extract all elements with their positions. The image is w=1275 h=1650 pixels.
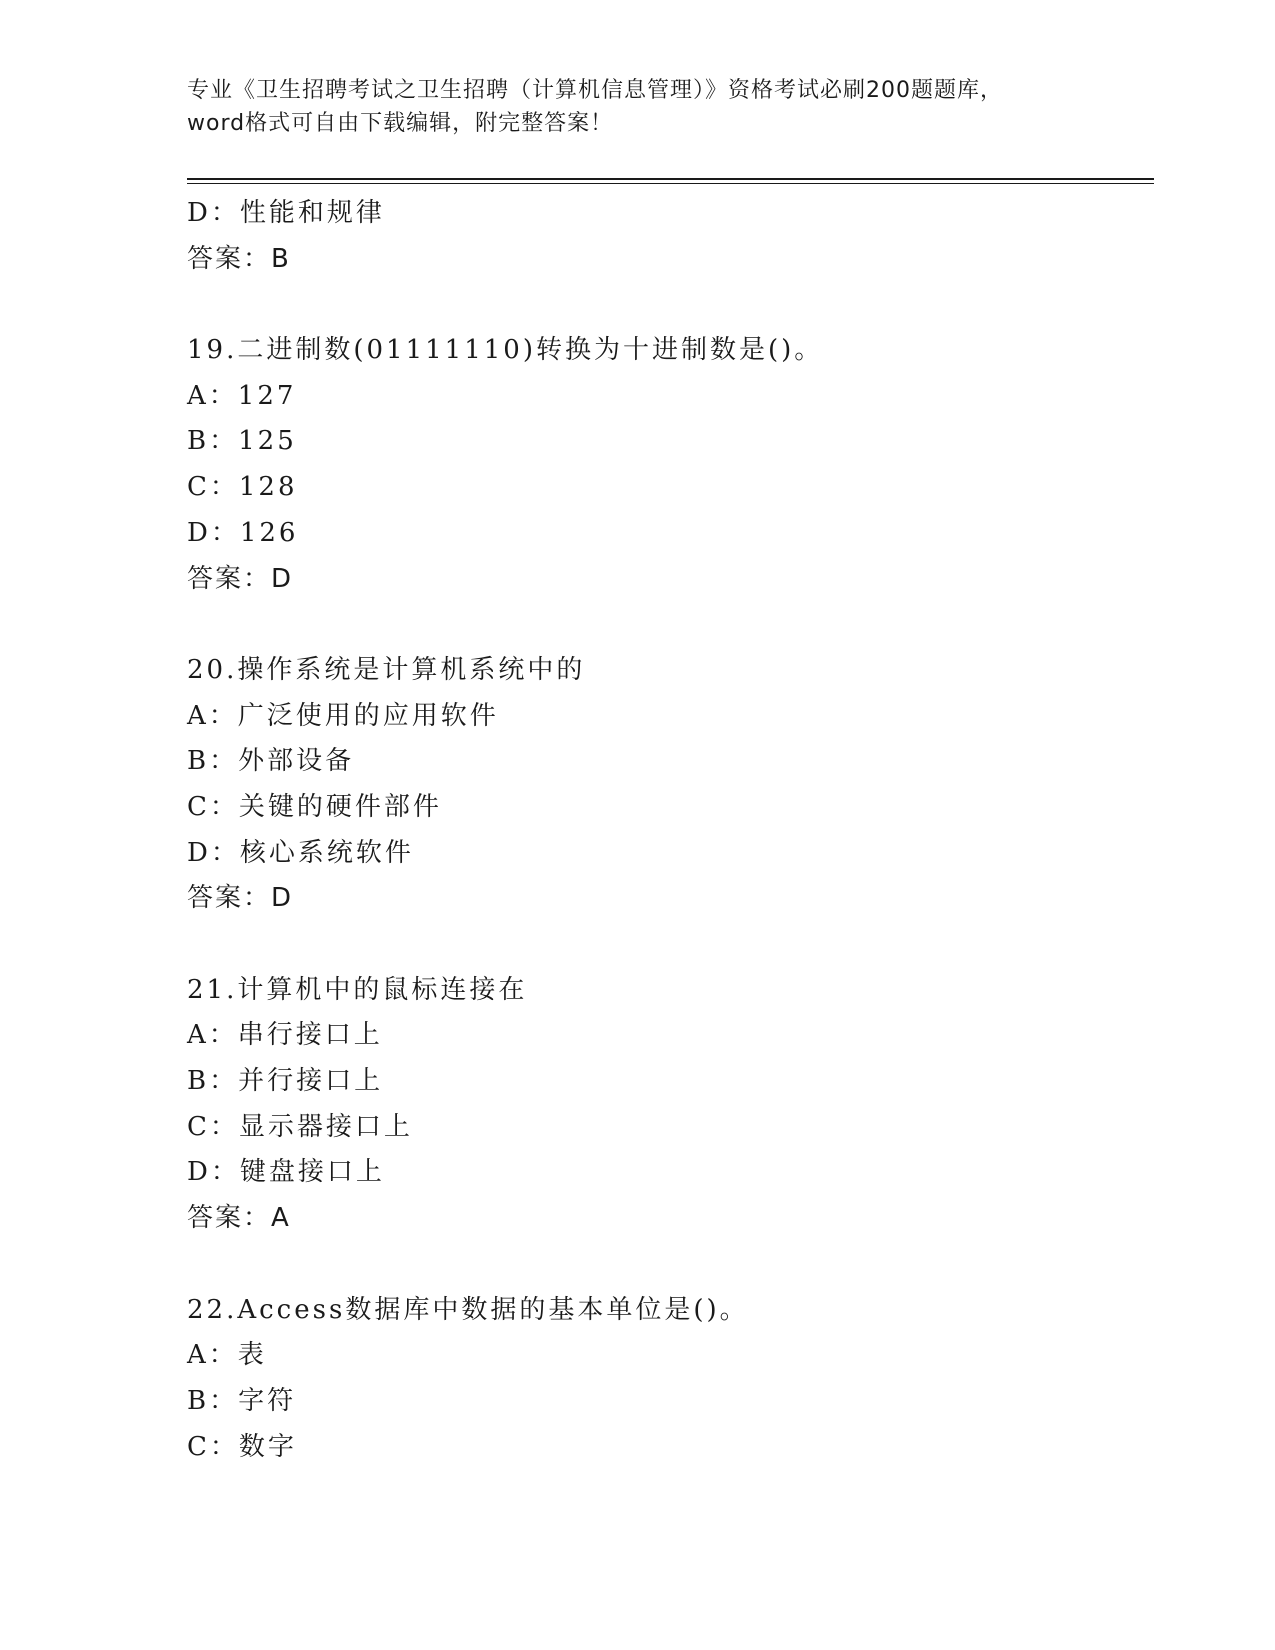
option-c: C：数字 [187,1431,297,1462]
answer-line: 答案：B [187,243,291,274]
option-b: B：外部设备 [187,746,355,777]
spacer [187,922,1154,968]
option-c: C：128 [187,472,298,503]
header-divider-thick [187,178,1154,180]
option-a: A：127 [187,380,297,411]
header-title-line-2: word格式可自由下载编辑，附完整答案！ [187,111,614,136]
answer-line: 答案：A [187,1203,291,1234]
answer-line: 答案：D [187,883,294,914]
question-stem: 20.操作系统是计算机系统中的 [187,654,586,685]
document-header [187,74,1107,140]
question-21 [187,968,1154,1242]
option-c: C：显示器接口上 [187,1111,413,1142]
option-c: C：关键的硬件部件 [187,791,442,822]
option-b: B：125 [187,426,297,457]
option-d: D：性能和规律 [187,198,385,228]
spacer [187,1242,1154,1288]
question-19 [187,328,1154,602]
spacer [187,602,1154,648]
option-b: B：并行接口上 [187,1066,384,1097]
option-a: A：表 [187,1340,267,1371]
option-d: D：核心系统软件 [187,837,414,868]
question-list [187,191,1154,1470]
question-20 [187,648,1154,922]
option-b: B：字符 [187,1385,297,1416]
question-stem: 22.Access数据库中数据的基本单位是()。 [187,1294,749,1325]
header-divider-thin [187,183,1154,184]
question-stem: 19.二进制数(01111110)转换为十进制数是()。 [187,335,824,366]
spacer [187,282,1154,328]
option-a: A：串行接口上 [187,1020,383,1051]
header-title-line-1: 专业《卫生招聘考试之卫生招聘（计算机信息管理）》资格考试必刷200题题库， [187,78,1003,103]
question-22 [187,1288,1154,1471]
option-a: A：广泛使用的应用软件 [187,700,499,731]
answer-line: 答案：D [187,563,294,594]
option-d: D：126 [187,517,299,548]
option-d: D：键盘接口上 [187,1157,385,1188]
question-stem: 21.计算机中的鼠标连接在 [187,974,528,1005]
